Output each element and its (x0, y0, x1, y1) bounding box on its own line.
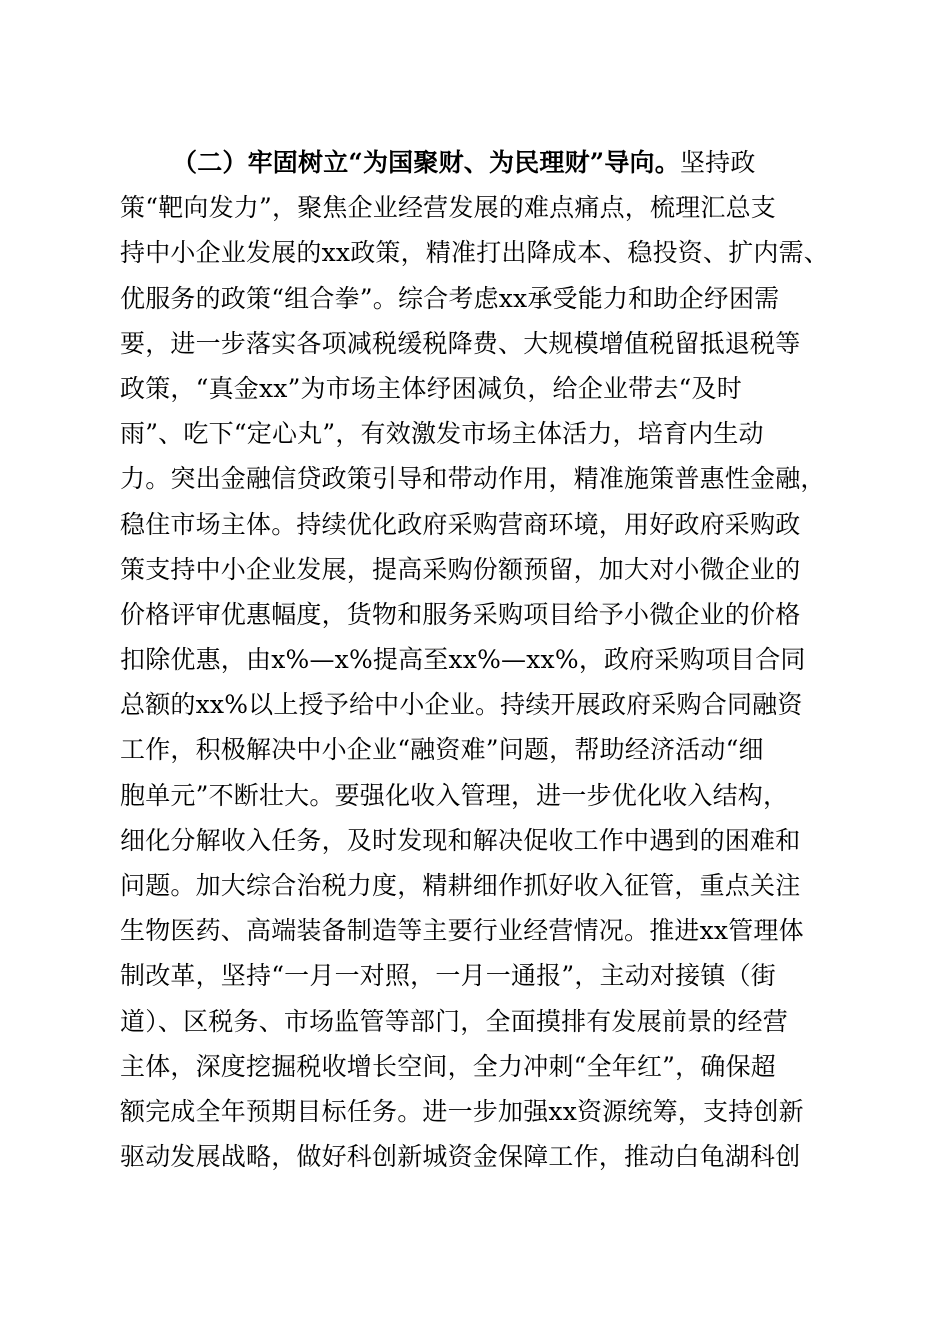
body-paragraph (120, 140, 850, 1179)
paragraph-line: 策“靶向发力”，聚焦企业经营发展的难点痛点，梳理汇总支 (120, 193, 776, 223)
paragraph-line: 雨”、吃下“定心丸”，有效激发市场主体活力，培育内生动 (120, 419, 764, 449)
paragraph-line: 力。突出金融信贷政策引导和带动作用，精准施策普惠性金融， (120, 464, 826, 494)
paragraph-line: 要，进一步落实各项减税缓税降费、大规模增值税留抵退税等 (120, 328, 801, 358)
paragraph-line: 生物医药、高端装备制造等主要行业经营情况。推进xx管理体 (120, 916, 804, 946)
paragraph-line: 持中小企业发展的xx政策，精准打出降成本、稳投资、扩内需、 (120, 238, 830, 268)
paragraph-line: 总额的xx%以上授予给中小企业。持续开展政府采购合同融资 (120, 690, 803, 720)
section-heading: （二）牢固树立“为国聚财、为民理财”导向。 (172, 148, 680, 177)
paragraph-line: 驱动发展战略，做好科创新城资金保障工作，推动白龟湖科创 (120, 1142, 801, 1172)
paragraph-line: 制改革，坚持“一月一对照，一月一通报”，主动对接镇（街 (120, 961, 776, 991)
paragraph-line: 扣除优惠，由x%—x%提高至xx%—xx%，政府采购项目合同 (120, 645, 806, 675)
paragraph-line: 细化分解收入任务，及时发现和解决促收工作中遇到的困难和 (120, 825, 801, 855)
paragraph-line: 政策，“真金xx”为市场主体纾困减负，给企业带去“及时 (120, 373, 742, 403)
paragraph-line: 价格评审优惠幅度，货物和服务采购项目给予小微企业的价格 (120, 599, 801, 629)
paragraph-line: 道）、区税务、市场监管等部门，全面摸排有发展前景的经营 (120, 1006, 788, 1036)
paragraph-line: 问题。加大综合治税力度，精耕细作抓好收入征管，重点关注 (120, 871, 801, 900)
paragraph-line: 胞单元”不断壮大。要强化收入管理，进一步优化收入结构， (120, 780, 789, 810)
paragraph-line: 主体，深度挖掘税收增长空间，全力冲刺“全年红”，确保超 (120, 1051, 776, 1081)
paragraph-line: 稳住市场主体。持续优化政府采购营商环境，用好政府采购政 (120, 509, 801, 539)
paragraph-line-1-rest: 坚持政 (679, 148, 756, 177)
paragraph-line: 优服务的政策“组合拳”。综合考虑xx承受能力和助企纾困需 (120, 283, 780, 313)
paragraph-line-1 (120, 140, 850, 185)
paragraph-line: 工作，积极解决中小企业“融资难”问题，帮助经济活动“细 (120, 735, 764, 765)
paragraph-line: 额完成全年预期目标任务。进一步加强xx资源统筹，支持创新 (120, 1096, 804, 1126)
paragraph-line: 策支持中小企业发展，提高采购份额预留，加大对小微企业的 (120, 554, 801, 584)
